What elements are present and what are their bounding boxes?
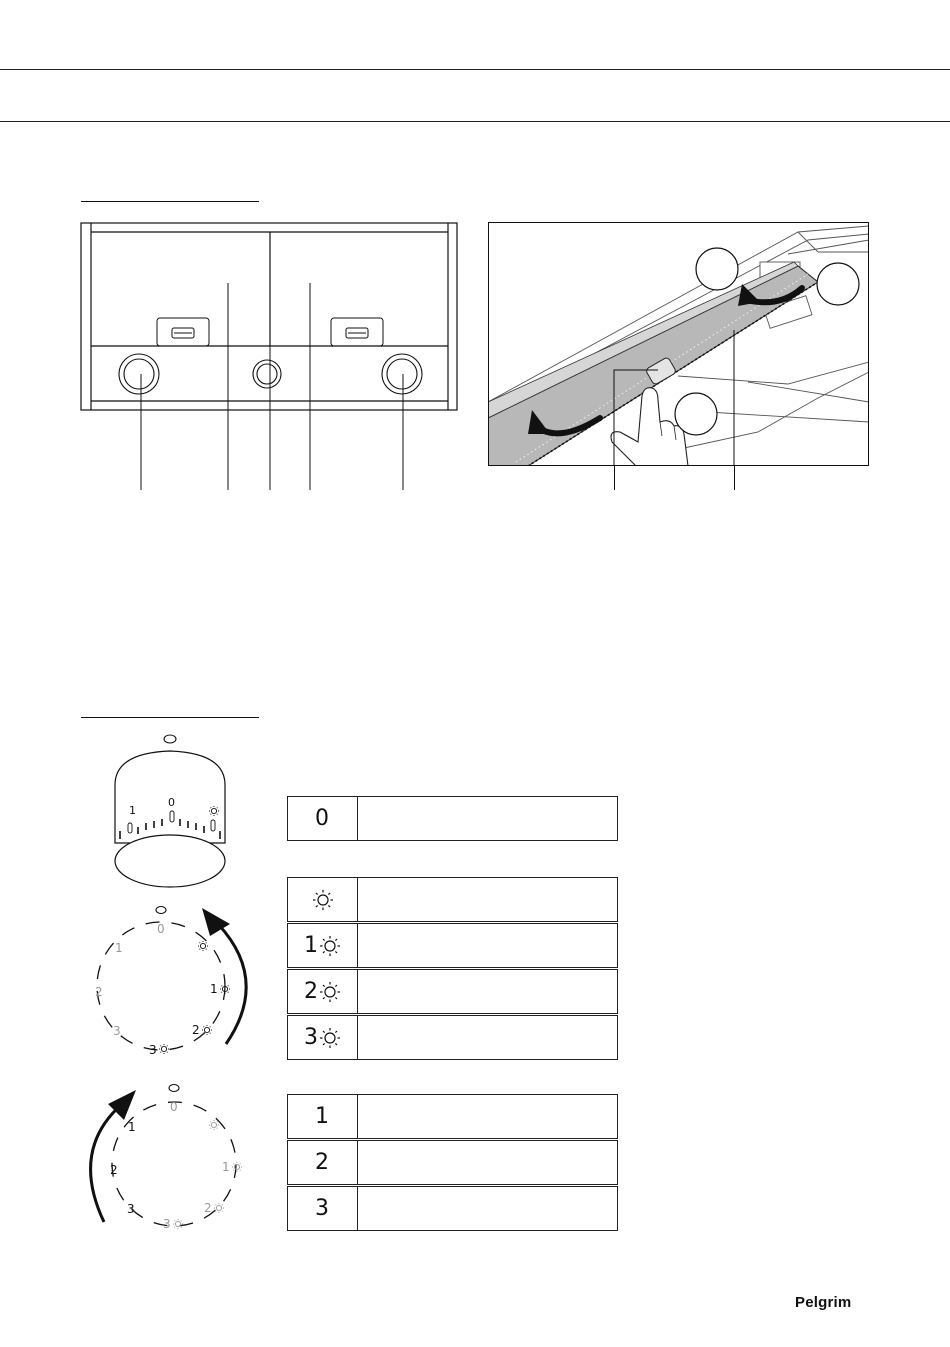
section-heading-rule-controls <box>81 201 259 202</box>
dial-light-label-3-light: 3 <box>149 1043 157 1057</box>
legend-key-number: 1 <box>315 1104 329 1129</box>
sun-icon <box>202 1025 212 1035</box>
leader-line-filter <box>734 466 735 490</box>
legend-description <box>358 878 617 921</box>
sun-icon <box>319 935 341 957</box>
legend-description <box>358 1095 617 1138</box>
filter-removal-illustration <box>488 222 869 466</box>
legend-key-number: 2 <box>304 979 318 1004</box>
dial-light-label-1: 1 <box>115 941 123 955</box>
sun-icon <box>173 1219 183 1229</box>
step-circle-1 <box>696 248 738 290</box>
sun-icon <box>159 1044 169 1054</box>
sun-icon <box>214 1203 224 1213</box>
sun-icon <box>232 1162 242 1172</box>
legend-key-number: 3 <box>315 1196 329 1221</box>
legend-key <box>288 1141 358 1184</box>
leader-line-handle <box>614 466 615 490</box>
legend-row-2-light <box>287 969 618 1014</box>
legend-description <box>358 970 617 1013</box>
legend-key <box>288 797 358 840</box>
legend-key <box>288 878 358 921</box>
legend-key <box>288 970 358 1013</box>
legend-key-number: 1 <box>304 933 318 958</box>
legend-row-3 <box>287 1186 618 1231</box>
legend-key <box>288 1016 358 1059</box>
legend-key <box>288 924 358 967</box>
filter-latch-left <box>157 318 209 346</box>
dial-light-label-2: 2 <box>95 985 103 999</box>
legend-row-light <box>287 877 618 922</box>
legend-description <box>358 924 617 967</box>
legend-row-1-light <box>287 923 618 968</box>
sun-icon <box>312 889 334 911</box>
knob-scale-label-0: 0 <box>168 796 175 809</box>
sun-icon <box>198 941 208 951</box>
dial-fan-label-3-light: 3 <box>163 1217 171 1231</box>
legend-row-3-light <box>287 1015 618 1060</box>
dial-light-label-0: 0 <box>157 922 165 936</box>
header-bottom-rule <box>0 121 950 122</box>
control-knob-left <box>119 354 159 394</box>
legend-description <box>358 1187 617 1230</box>
dial-fan-label-2-light: 2 <box>204 1201 212 1215</box>
dial-fan-label-3: 3 <box>127 1202 135 1216</box>
control-knob-right <box>382 354 422 394</box>
knob-indicator-dot <box>164 735 176 743</box>
legend-key <box>288 1095 358 1138</box>
dial-fan-label-2: 2 <box>110 1163 118 1177</box>
sun-icon <box>209 1120 219 1130</box>
dial-fan-diagram <box>80 1080 255 1240</box>
light-button <box>253 360 281 388</box>
section-heading-rule-operation <box>81 717 259 718</box>
sun-icon <box>319 1027 341 1049</box>
legend-key-number: 0 <box>315 806 329 831</box>
legend-description <box>358 797 617 840</box>
legend-row-2 <box>287 1140 618 1185</box>
dial-light-label-3: 3 <box>113 1024 121 1038</box>
sun-icon <box>319 981 341 1003</box>
filter-latch-right <box>331 318 383 346</box>
brand-logo: Pelgrim <box>795 1294 852 1311</box>
step-circle-3 <box>675 393 717 435</box>
step-circle-2 <box>817 263 859 305</box>
legend-key-number: 2 <box>315 1150 329 1175</box>
dial-light-label-2-light: 2 <box>192 1023 200 1037</box>
dial-light-diagram <box>80 900 255 1060</box>
control-knob-3d-diagram <box>108 733 238 891</box>
legend-description <box>358 1141 617 1184</box>
hood-front-panel-diagram <box>78 220 463 495</box>
dial-fan-label-0: 0 <box>170 1100 178 1114</box>
header-top-rule <box>0 69 950 70</box>
dial-fan-label-1: 1 <box>128 1120 136 1134</box>
legend-key-number: 3 <box>304 1025 318 1050</box>
curved-arrow-icon <box>218 924 246 1044</box>
dial-light-label-1-light: 1 <box>210 982 218 996</box>
legend-key <box>288 1187 358 1230</box>
legend-row-0 <box>287 796 618 841</box>
legend-description <box>358 1016 617 1059</box>
dial-fan-label-1-light: 1 <box>222 1160 230 1174</box>
knob-scale-label-1: 1 <box>129 804 136 817</box>
legend-row-1 <box>287 1094 618 1139</box>
